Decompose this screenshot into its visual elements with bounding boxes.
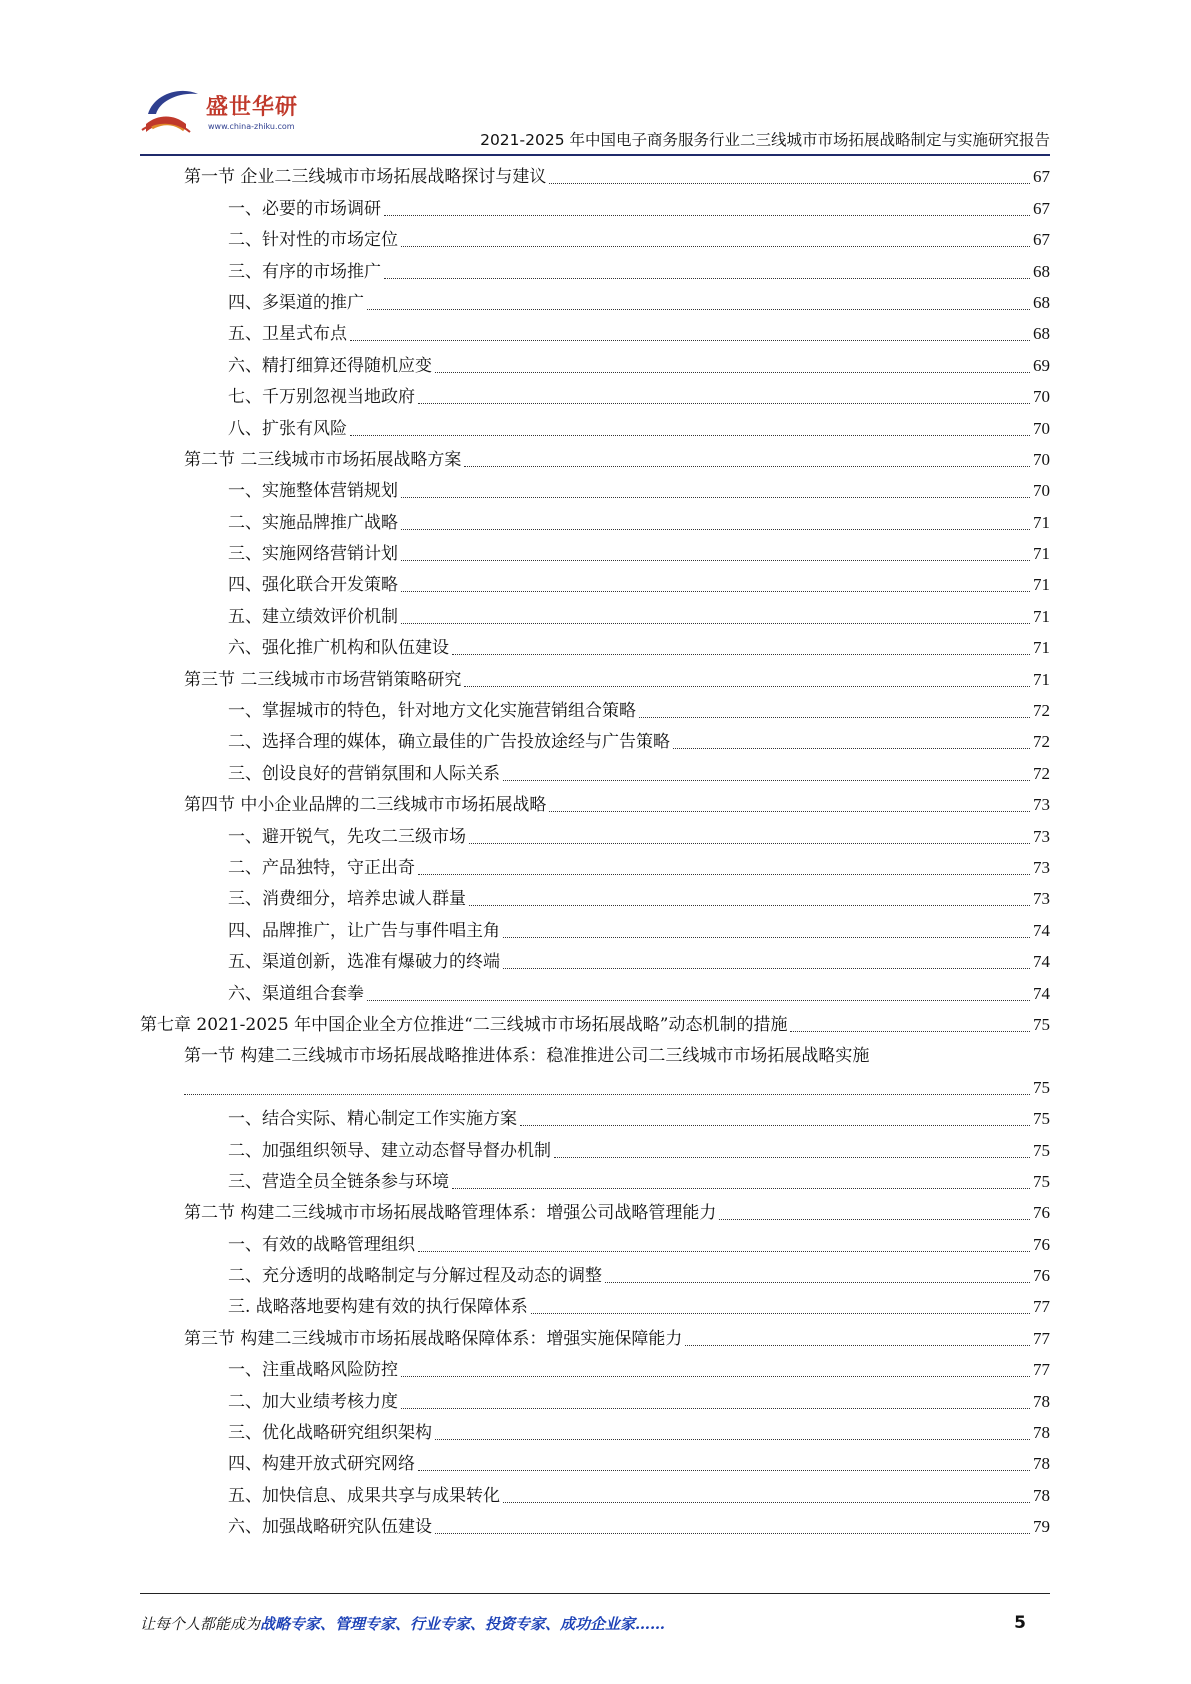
toc-leader-dots bbox=[350, 435, 1030, 436]
toc-section[interactable] bbox=[140, 788, 1050, 819]
toc-leader-dots bbox=[549, 811, 1030, 812]
toc-subsection[interactable] bbox=[140, 725, 1050, 756]
toc-section[interactable] bbox=[140, 1321, 1050, 1352]
toc-entry-title: 五、卫星式布点 bbox=[228, 324, 347, 345]
toc-subsection[interactable] bbox=[140, 1165, 1050, 1196]
toc-subsection[interactable] bbox=[140, 537, 1050, 568]
toc-page-number: 70 bbox=[1033, 449, 1050, 469]
report-title: 2021-2025 年中国电子商务服务行业二三线城市市场拓展战略制定与实施研究报告 bbox=[480, 131, 1050, 149]
toc-page-number: 73 bbox=[1033, 889, 1050, 909]
toc-subsection[interactable] bbox=[140, 568, 1050, 599]
toc-leader-dots bbox=[503, 968, 1030, 969]
toc-page-number: 76 bbox=[1033, 1234, 1050, 1254]
toc-entry-title: 七、千万别忽视当地政府 bbox=[228, 387, 415, 408]
toc-subsection[interactable] bbox=[140, 505, 1050, 536]
toc-page-number: 72 bbox=[1033, 763, 1050, 783]
toc-page-number: 71 bbox=[1033, 669, 1050, 689]
toc-leader-dots bbox=[401, 1408, 1030, 1409]
toc-page-number: 78 bbox=[1033, 1454, 1050, 1474]
toc-leader-dots bbox=[605, 1282, 1030, 1283]
toc-page-number: 72 bbox=[1033, 732, 1050, 752]
toc-leader-dots bbox=[401, 560, 1030, 561]
toc-leader-dots bbox=[384, 278, 1030, 279]
toc-subsection[interactable] bbox=[140, 599, 1050, 630]
toc-subsection[interactable] bbox=[140, 694, 1050, 725]
toc-entry-title: 一、实施整体营销规划 bbox=[228, 481, 398, 502]
toc-entry-title: 一、避开锐气，先攻二三级市场 bbox=[228, 826, 466, 847]
toc-entry-title: 八、扩张有风险 bbox=[228, 418, 347, 439]
toc-entry-title: 一、结合实际、精心制定工作实施方案 bbox=[228, 1109, 517, 1130]
toc-entry-title: 一、有效的战略管理组织 bbox=[228, 1234, 415, 1255]
toc-entry-title: 二、实施品牌推广战略 bbox=[228, 512, 398, 533]
toc-page-number: 75 bbox=[1033, 1077, 1050, 1097]
toc-entry-title: 三、实施网络营销计划 bbox=[228, 544, 398, 565]
toc-entry-title: 第三节 二三线城市市场营销策略研究 bbox=[184, 669, 462, 690]
toc-subsection[interactable] bbox=[140, 286, 1050, 317]
toc-entry-title: 第一节 企业二三线城市市场拓展战略探讨与建议 bbox=[184, 167, 547, 188]
toc-leader-dots bbox=[401, 497, 1030, 498]
toc-page-number: 70 bbox=[1033, 418, 1050, 438]
footer-slogan bbox=[140, 1613, 665, 1634]
toc-entry-continuation[interactable] bbox=[140, 1070, 1050, 1101]
toc-entry-title: 第四节 中小企业品牌的二三线城市市场拓展战略 bbox=[184, 795, 547, 816]
toc-entry-title: 三、创设良好的营销氛围和人际关系 bbox=[228, 763, 500, 784]
toc-page-number: 73 bbox=[1033, 857, 1050, 877]
toc-subsection[interactable] bbox=[140, 1259, 1050, 1290]
toc-entry-title: 第二节 构建二三线城市市场拓展战略管理体系：增强公司战略管理能力 bbox=[184, 1203, 717, 1224]
toc-leader-dots bbox=[384, 215, 1030, 216]
toc-entry-title: 第七章 2021-2025 年中国企业全方位推进“二三线城市市场拓展战略”动态机制的措施 bbox=[140, 1014, 788, 1035]
toc-entry-title: 三、有序的市场推广 bbox=[228, 261, 381, 282]
toc-page-number: 68 bbox=[1033, 324, 1050, 344]
toc-leader-dots bbox=[350, 340, 1030, 341]
toc-page-number: 77 bbox=[1033, 1328, 1050, 1348]
toc-leader-dots bbox=[503, 1502, 1030, 1503]
toc-leader-dots bbox=[418, 1251, 1030, 1252]
toc-page-number: 78 bbox=[1033, 1423, 1050, 1443]
toc-entry-title: 二、加强组织领导、建立动态督导督办机制 bbox=[228, 1140, 551, 1161]
toc-leader-dots bbox=[719, 1219, 1030, 1220]
toc-entry-title: 一、注重战略风险防控 bbox=[228, 1360, 398, 1381]
toc-leader-dots bbox=[401, 529, 1030, 530]
toc-entry-title: 四、构建开放式研究网络 bbox=[228, 1454, 415, 1475]
toc-page-number: 73 bbox=[1033, 795, 1050, 815]
toc-page-number: 69 bbox=[1033, 355, 1050, 375]
toc-entry-title: 三、优化战略研究组织架构 bbox=[228, 1423, 432, 1444]
toc-page-number: 75 bbox=[1033, 1109, 1050, 1129]
toc-page-number: 67 bbox=[1033, 198, 1050, 218]
toc-page-number: 76 bbox=[1033, 1266, 1050, 1286]
toc-leader-dots bbox=[418, 874, 1030, 875]
toc-page-number: 71 bbox=[1033, 544, 1050, 564]
toc-subsection[interactable] bbox=[140, 348, 1050, 379]
toc-leader-dots bbox=[503, 937, 1030, 938]
toc-page-number: 78 bbox=[1033, 1485, 1050, 1505]
toc-subsection[interactable] bbox=[140, 1227, 1050, 1258]
toc-page-number: 67 bbox=[1033, 167, 1050, 187]
book-swoosh-logo-icon bbox=[140, 84, 202, 140]
toc-leader-dots bbox=[418, 403, 1030, 404]
toc-entry-title: 二、针对性的市场定位 bbox=[228, 230, 398, 251]
toc-entry-title: 二、加大业绩考核力度 bbox=[228, 1391, 398, 1412]
toc-entry-title: 六、渠道组合套拳 bbox=[228, 983, 364, 1004]
toc-entry-title: 二、产品独特，守正出奇 bbox=[228, 857, 415, 878]
toc-subsection[interactable] bbox=[140, 882, 1050, 913]
slogan-prefix: 让每个人都能成为 bbox=[140, 1615, 261, 1633]
toc-subsection[interactable] bbox=[140, 380, 1050, 411]
toc-section[interactable] bbox=[140, 443, 1050, 474]
toc-subsection[interactable] bbox=[140, 1133, 1050, 1164]
toc-subsection[interactable] bbox=[140, 254, 1050, 285]
toc-page-number: 77 bbox=[1033, 1360, 1050, 1380]
toc-entry-title: 三、消费细分，培养忠诚人群量 bbox=[228, 889, 466, 910]
slogan-highlight: 战略专家、管理专家、行业专家、投资专家、成功企业家…… bbox=[260, 1615, 666, 1633]
toc-entry-title: 六、精打细算还得随机应变 bbox=[228, 355, 432, 376]
toc-page-number: 68 bbox=[1033, 261, 1050, 281]
toc-entry-title: 五、建立绩效评价机制 bbox=[228, 606, 398, 627]
toc-leader-dots bbox=[503, 780, 1030, 781]
toc-leader-dots bbox=[469, 905, 1030, 906]
toc-subsection[interactable] bbox=[140, 819, 1050, 850]
toc-leader-dots bbox=[554, 1157, 1030, 1158]
toc-subsection[interactable] bbox=[140, 913, 1050, 944]
toc-leader-dots bbox=[367, 309, 1030, 310]
page-footer bbox=[140, 1613, 1050, 1637]
toc-page-number: 71 bbox=[1033, 575, 1050, 595]
footer-divider bbox=[140, 1593, 1050, 1594]
toc-page-number: 71 bbox=[1033, 512, 1050, 532]
toc-leader-dots bbox=[464, 686, 1030, 687]
toc-subsection[interactable] bbox=[140, 411, 1050, 442]
toc-subsection[interactable] bbox=[140, 1290, 1050, 1321]
toc-entry-title: 一、掌握城市的特色，针对地方文化实施营销组合策略 bbox=[228, 701, 636, 722]
toc-entry-title: 第三节 构建二三线城市市场拓展战略保障体系：增强实施保障能力 bbox=[184, 1328, 683, 1349]
toc-entry-title: 三. 战略落地要构建有效的执行保障体系 bbox=[228, 1297, 528, 1318]
company-logo bbox=[140, 80, 310, 142]
toc-page-number: 76 bbox=[1033, 1203, 1050, 1223]
toc-subsection[interactable] bbox=[140, 1447, 1050, 1478]
toc-leader-dots bbox=[435, 1439, 1030, 1440]
toc-page-number: 71 bbox=[1033, 606, 1050, 626]
toc-subsection[interactable] bbox=[140, 223, 1050, 254]
toc-leader-dots bbox=[452, 654, 1030, 655]
page-header bbox=[140, 80, 1050, 160]
toc-leader-dots bbox=[685, 1345, 1030, 1346]
toc-leader-dots bbox=[418, 1470, 1030, 1471]
toc-entry-title: 二、选择合理的媒体，确立最佳的广告投放途经与广告策略 bbox=[228, 732, 670, 753]
toc-page-number: 70 bbox=[1033, 387, 1050, 407]
toc-section[interactable] bbox=[140, 662, 1050, 693]
toc-leader-dots bbox=[673, 748, 1030, 749]
toc-page-number: 74 bbox=[1033, 952, 1050, 972]
toc-leader-dots bbox=[469, 843, 1030, 844]
toc-leader-dots bbox=[464, 466, 1030, 467]
toc-page-number: 79 bbox=[1033, 1517, 1050, 1537]
logo-url: www.china-zhiku.com bbox=[208, 122, 295, 131]
toc-page-number: 70 bbox=[1033, 481, 1050, 501]
toc-subsection[interactable] bbox=[140, 976, 1050, 1007]
toc-subsection[interactable] bbox=[140, 1478, 1050, 1509]
toc-entry-title: 三、营造全员全链条参与环境 bbox=[228, 1171, 449, 1192]
toc-page-number: 75 bbox=[1033, 1171, 1050, 1191]
toc-page-number: 77 bbox=[1033, 1297, 1050, 1317]
toc-entry-title: 四、多渠道的推广 bbox=[228, 292, 364, 313]
toc-page-number: 72 bbox=[1033, 701, 1050, 721]
toc-section[interactable] bbox=[140, 1196, 1050, 1227]
toc-page-number: 67 bbox=[1033, 230, 1050, 250]
toc-subsection[interactable] bbox=[140, 1384, 1050, 1415]
toc-entry-title: 第二节 二三线城市市场拓展战略方案 bbox=[184, 449, 462, 470]
toc-page-number: 68 bbox=[1033, 292, 1050, 312]
toc-subsection[interactable] bbox=[140, 851, 1050, 882]
toc-entry-title: 一、必要的市场调研 bbox=[228, 198, 381, 219]
toc-leader-dots bbox=[367, 1000, 1030, 1001]
toc-leader-dots bbox=[401, 246, 1030, 247]
toc-leader-dots bbox=[452, 1188, 1030, 1189]
toc-entry-title: 四、品牌推广，让广告与事件唱主角 bbox=[228, 920, 500, 941]
toc-page-number: 74 bbox=[1033, 920, 1050, 940]
toc-leader-dots bbox=[549, 183, 1030, 184]
toc-entry-title: 第一节 构建二三线城市市场拓展战略推进体系：稳准推进公司二三线城市市场拓展战略实施 bbox=[184, 1046, 870, 1067]
toc-subsection[interactable] bbox=[140, 191, 1050, 222]
toc-subsection[interactable] bbox=[140, 474, 1050, 505]
toc-subsection[interactable] bbox=[140, 1102, 1050, 1133]
toc-entry-title: 五、渠道创新，选准有爆破力的终端 bbox=[228, 952, 500, 973]
toc-entry[interactable] bbox=[140, 1039, 1050, 1070]
toc-leader-dots bbox=[401, 1376, 1030, 1377]
toc-page-number: 75 bbox=[1033, 1140, 1050, 1160]
toc-chapter[interactable] bbox=[140, 1008, 1050, 1039]
toc-page-number: 71 bbox=[1033, 638, 1050, 658]
toc-page-number: 75 bbox=[1033, 1014, 1050, 1034]
toc-leader-dots bbox=[184, 1094, 1030, 1095]
toc-entry-title: 五、加快信息、成果共享与成果转化 bbox=[228, 1485, 500, 1506]
toc-leader-dots bbox=[790, 1031, 1030, 1032]
toc-entry-title: 六、加强战略研究队伍建设 bbox=[228, 1517, 432, 1538]
toc-entry-title: 六、强化推广机构和队伍建设 bbox=[228, 638, 449, 659]
toc-leader-dots bbox=[639, 717, 1030, 718]
toc-subsection[interactable] bbox=[140, 1353, 1050, 1384]
toc-subsection[interactable] bbox=[140, 1510, 1050, 1541]
toc-leader-dots bbox=[531, 1313, 1030, 1314]
toc-subsection[interactable] bbox=[140, 756, 1050, 787]
toc-leader-dots bbox=[520, 1125, 1030, 1126]
toc-entry-title: 二、充分透明的战略制定与分解过程及动态的调整 bbox=[228, 1266, 602, 1287]
toc-leader-dots bbox=[435, 372, 1030, 373]
toc-entry-title: 四、强化联合开发策略 bbox=[228, 575, 398, 596]
toc-page-number: 78 bbox=[1033, 1391, 1050, 1411]
toc-leader-dots bbox=[401, 623, 1030, 624]
toc-subsection[interactable] bbox=[140, 317, 1050, 348]
toc-leader-dots bbox=[401, 591, 1030, 592]
toc-section[interactable] bbox=[140, 160, 1050, 191]
header-divider bbox=[140, 154, 1050, 156]
toc-leader-dots bbox=[435, 1533, 1030, 1534]
toc-subsection[interactable] bbox=[140, 631, 1050, 662]
toc-subsection[interactable] bbox=[140, 945, 1050, 976]
toc-page-number: 74 bbox=[1033, 983, 1050, 1003]
table-of-contents bbox=[140, 160, 1050, 1541]
toc-subsection[interactable] bbox=[140, 1416, 1050, 1447]
page-number: 5 bbox=[1014, 1613, 1026, 1633]
toc-page-number: 73 bbox=[1033, 826, 1050, 846]
logo-name: 盛世华研 bbox=[206, 95, 299, 120]
